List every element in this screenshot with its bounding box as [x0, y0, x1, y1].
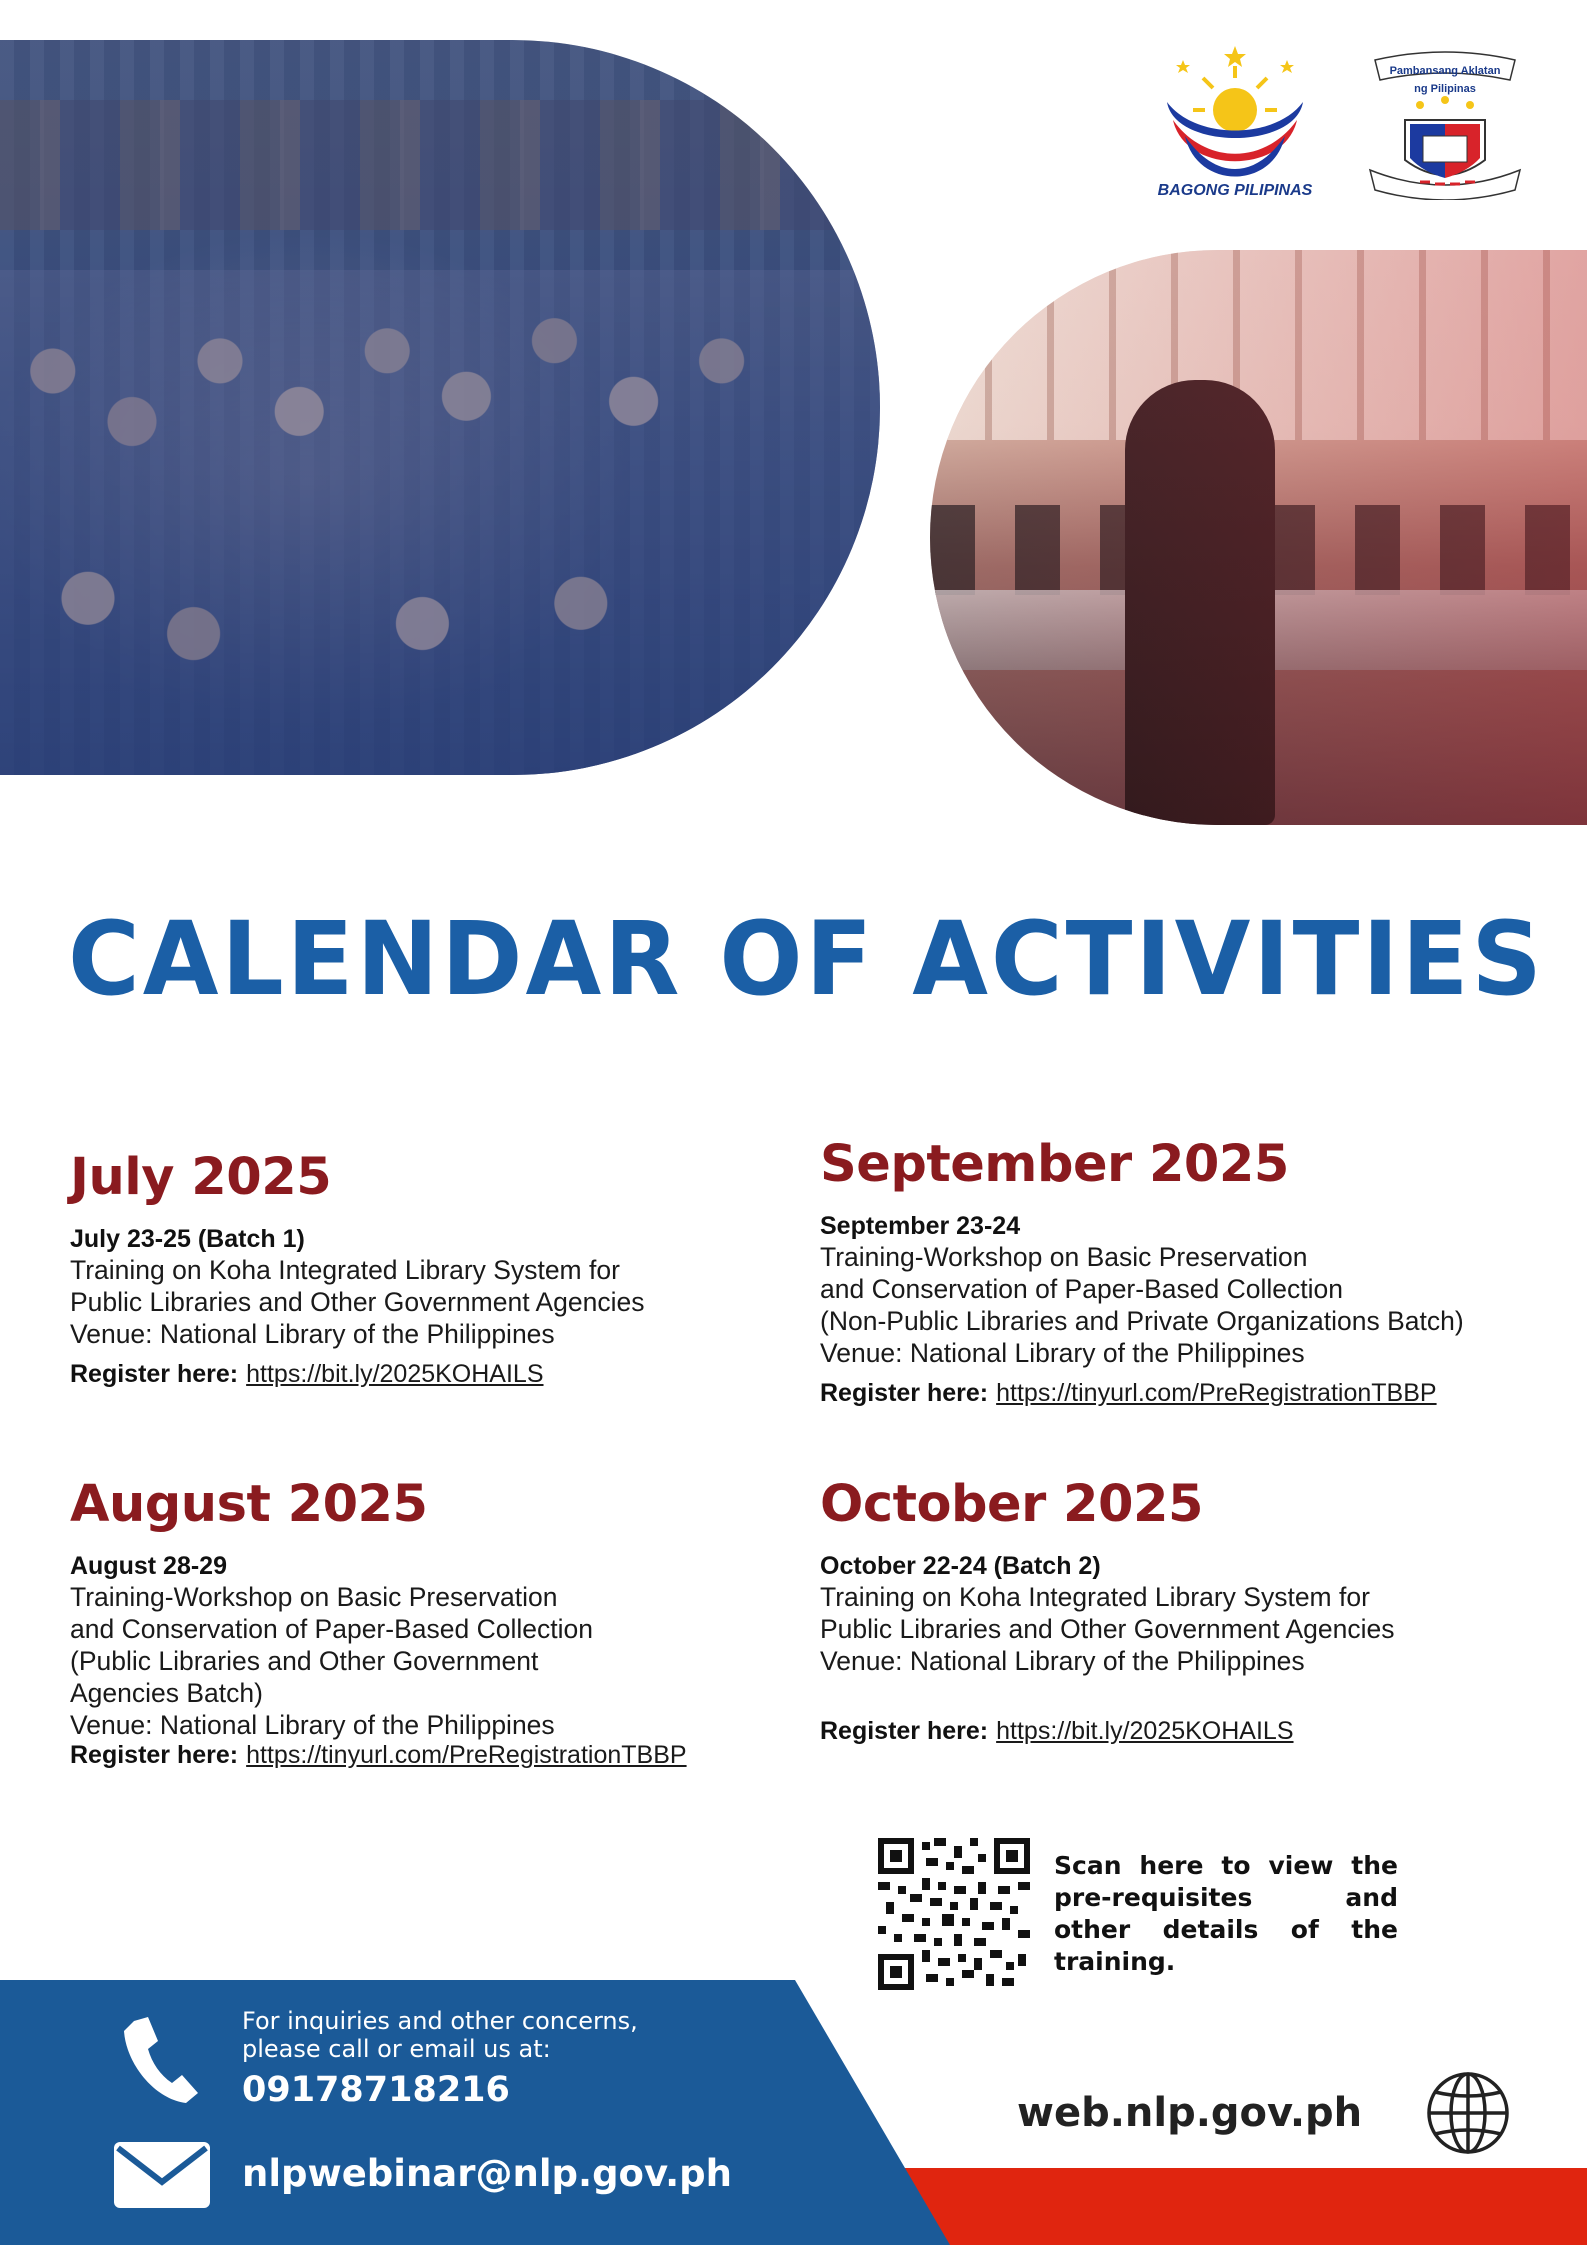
register-row	[820, 1379, 1570, 1408]
crowd-photo	[0, 40, 880, 775]
august-section	[70, 1475, 830, 1770]
july-section	[70, 1148, 770, 1389]
event-description: Training on Koha Integrated Library System for Public Libraries and Other Government Agencies Venue: National Library of the Philippines	[70, 1255, 645, 1349]
register-label: Register here:	[820, 1717, 989, 1745]
october-section	[820, 1475, 1570, 1746]
register-label: Register here:	[70, 1741, 239, 1769]
email-address[interactable]: nlpwebinar@nlp.gov.ph	[242, 2152, 732, 2195]
training-room-photo	[930, 250, 1587, 825]
bagong-pilipinas-logo	[1155, 40, 1315, 205]
month-heading: October 2025	[820, 1475, 1203, 1534]
inquiry-text: For inquiries and other concerns, please call or email us at:	[242, 2007, 638, 2063]
event-date: July 23-25 (Batch 1)	[70, 1225, 305, 1253]
september-section	[820, 1135, 1570, 1408]
phone-number[interactable]: 09178718216	[242, 2070, 510, 2110]
qr-caption: Scan here to view the pre-requisites and other details of the training.	[1054, 1851, 1398, 1976]
qr-code-icon[interactable]	[878, 1838, 1030, 1990]
bagong-pilipinas-label: BAGONG PILIPINAS	[1157, 182, 1313, 199]
event-date: August 28-29	[70, 1552, 227, 1580]
event-description: Training-Workshop on Basic Preservation and Conservation of Paper-Based Collection (Non-Public Libraries and Private Organizations Batch) Venue: National Library of the Philippines	[820, 1242, 1464, 1368]
event-description: Training on Koha Integrated Library System for Public Libraries and Other Government Agencies Venue: National Library of the Philippines	[820, 1582, 1395, 1676]
page-title: CALENDAR OF ACTIVITIES	[68, 900, 1545, 1019]
register-link[interactable]: https://bit.ly/2025KOHAILS	[996, 1717, 1294, 1745]
register-label: Register here:	[70, 1360, 239, 1388]
register-row	[70, 1360, 770, 1389]
month-heading: July 2025	[70, 1148, 332, 1207]
event-description: Training-Workshop on Basic Preservation and Conservation of Paper-Based Collection (Public Libraries and Other Government Agencies Batch) Venue: National Library of the Philippines	[70, 1582, 593, 1740]
register-label: Register here:	[820, 1379, 989, 1407]
month-heading: September 2025	[820, 1135, 1289, 1194]
register-link[interactable]: https://bit.ly/2025KOHAILS	[246, 1360, 544, 1388]
mail-icon	[112, 2140, 212, 2210]
globe-icon	[1425, 2070, 1511, 2156]
event-date: September 23-24	[820, 1212, 1021, 1240]
website-link[interactable]: web.nlp.gov.ph	[1017, 2090, 1363, 2136]
event-date: October 22-24 (Batch 2)	[820, 1552, 1101, 1580]
phone-icon	[120, 2015, 200, 2105]
register-row	[820, 1717, 1570, 1746]
svg-text:Pambansang Aklatan: Pambansang Aklatan	[1389, 65, 1501, 77]
month-heading: August 2025	[70, 1475, 428, 1534]
register-link[interactable]: https://tinyurl.com/PreRegistrationTBBP	[996, 1379, 1437, 1407]
register-row	[70, 1741, 830, 1770]
register-link[interactable]: https://tinyurl.com/PreRegistrationTBBP	[246, 1741, 687, 1769]
nlp-seal-logo	[1365, 50, 1525, 200]
svg-text:ng Pilipinas: ng Pilipinas	[1414, 83, 1476, 95]
footer-red-band	[900, 2168, 1587, 2245]
